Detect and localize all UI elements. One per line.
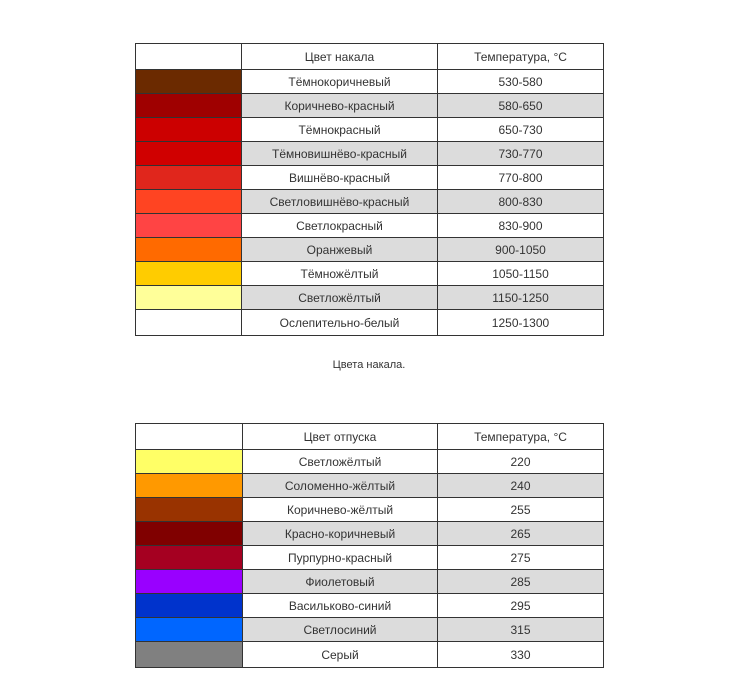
color-swatch bbox=[136, 238, 242, 262]
color-name-cell: Тёмновишнёво-красный bbox=[242, 142, 438, 166]
temperature-cell: 220 bbox=[438, 450, 604, 474]
temperature-cell: 530-580 bbox=[438, 70, 604, 94]
temperature-cell: 730-770 bbox=[438, 142, 604, 166]
table-row bbox=[136, 118, 604, 142]
table-row bbox=[136, 594, 604, 618]
color-name-cell: Красно-коричневый bbox=[243, 522, 438, 546]
table-row bbox=[136, 618, 604, 642]
color-swatch bbox=[136, 118, 242, 142]
table-row bbox=[136, 214, 604, 238]
table-row bbox=[136, 70, 604, 94]
temperature-cell: 800-830 bbox=[438, 190, 604, 214]
color-name-cell: Светлокрасный bbox=[242, 214, 438, 238]
temperature-cell: 295 bbox=[438, 594, 604, 618]
temperature-header: Температура, °С bbox=[438, 424, 604, 450]
table-row bbox=[136, 522, 604, 546]
table-row bbox=[136, 450, 604, 474]
color-swatch bbox=[136, 94, 242, 118]
table-row bbox=[136, 642, 604, 668]
color-swatch bbox=[136, 262, 242, 286]
swatch-header bbox=[136, 44, 242, 70]
color-name-cell: Светловишнёво-красный bbox=[242, 190, 438, 214]
color-swatch bbox=[136, 142, 242, 166]
color-name-cell: Светложёлтый bbox=[242, 286, 438, 310]
temperature-cell: 330 bbox=[438, 642, 604, 668]
color-swatch bbox=[136, 498, 243, 522]
color-swatch bbox=[136, 522, 243, 546]
temperature-cell: 255 bbox=[438, 498, 604, 522]
temperature-cell: 1250-1300 bbox=[438, 310, 604, 336]
color-swatch bbox=[136, 570, 243, 594]
table-header-row bbox=[136, 44, 604, 70]
color-name-cell: Васильково-синий bbox=[243, 594, 438, 618]
table-row bbox=[136, 546, 604, 570]
color-name-cell: Светложёлтый bbox=[243, 450, 438, 474]
color-name-cell: Коричнево-жёлтый bbox=[243, 498, 438, 522]
color-swatch bbox=[136, 618, 243, 642]
temperature-header: Температура, °С bbox=[438, 44, 604, 70]
color-swatch bbox=[136, 70, 242, 94]
table-row bbox=[136, 94, 604, 118]
color-swatch bbox=[136, 474, 243, 498]
table-row bbox=[136, 498, 604, 522]
table-row bbox=[136, 262, 604, 286]
table-row bbox=[136, 310, 604, 336]
color-swatch bbox=[136, 450, 243, 474]
color-name-cell: Ослепительно-белый bbox=[242, 310, 438, 336]
table-row bbox=[136, 570, 604, 594]
table-header-row bbox=[136, 424, 604, 450]
temperature-cell: 830-900 bbox=[438, 214, 604, 238]
table-row bbox=[136, 190, 604, 214]
color-swatch bbox=[136, 190, 242, 214]
swatch-header bbox=[136, 424, 243, 450]
table-row bbox=[136, 238, 604, 262]
temperature-cell: 1050-1150 bbox=[438, 262, 604, 286]
temperature-cell: 240 bbox=[438, 474, 604, 498]
tempering-colors-table bbox=[135, 423, 604, 668]
color-name-cell: Тёмнокоричневый bbox=[242, 70, 438, 94]
heat-table-caption: Цвета накала. bbox=[332, 359, 406, 371]
table-row bbox=[136, 474, 604, 498]
color-name-cell: Вишнёво-красный bbox=[242, 166, 438, 190]
color-name-cell: Светлосиний bbox=[243, 618, 438, 642]
color-swatch bbox=[136, 166, 242, 190]
temperature-cell: 275 bbox=[438, 546, 604, 570]
color-swatch bbox=[136, 214, 242, 238]
temperature-cell: 770-800 bbox=[438, 166, 604, 190]
color-name-cell: Пурпурно-красный bbox=[243, 546, 438, 570]
table-row bbox=[136, 142, 604, 166]
color-name-cell: Коричнево-красный bbox=[242, 94, 438, 118]
temperature-cell: 580-650 bbox=[438, 94, 604, 118]
color-name-cell: Тёмножёлтый bbox=[242, 262, 438, 286]
temperature-cell: 650-730 bbox=[438, 118, 604, 142]
color-swatch bbox=[136, 286, 242, 310]
temperature-cell: 900-1050 bbox=[438, 238, 604, 262]
temperature-cell: 315 bbox=[438, 618, 604, 642]
color-name-cell: Фиолетовый bbox=[243, 570, 438, 594]
color-swatch bbox=[136, 546, 243, 570]
color-name-cell: Тёмнокрасный bbox=[242, 118, 438, 142]
temperature-cell: 285 bbox=[438, 570, 604, 594]
color-name-cell: Соломенно-жёлтый bbox=[243, 474, 438, 498]
table-row bbox=[136, 286, 604, 310]
color-name-header: Цвет отпуска bbox=[243, 424, 438, 450]
heat-colors-table bbox=[135, 43, 604, 336]
color-swatch bbox=[136, 642, 243, 668]
color-name-cell: Серый bbox=[243, 642, 438, 668]
table-row bbox=[136, 166, 604, 190]
temperature-cell: 265 bbox=[438, 522, 604, 546]
color-swatch bbox=[136, 310, 242, 336]
temperature-cell: 1150-1250 bbox=[438, 286, 604, 310]
color-name-cell: Оранжевый bbox=[242, 238, 438, 262]
color-name-header: Цвет накала bbox=[242, 44, 438, 70]
color-swatch bbox=[136, 594, 243, 618]
